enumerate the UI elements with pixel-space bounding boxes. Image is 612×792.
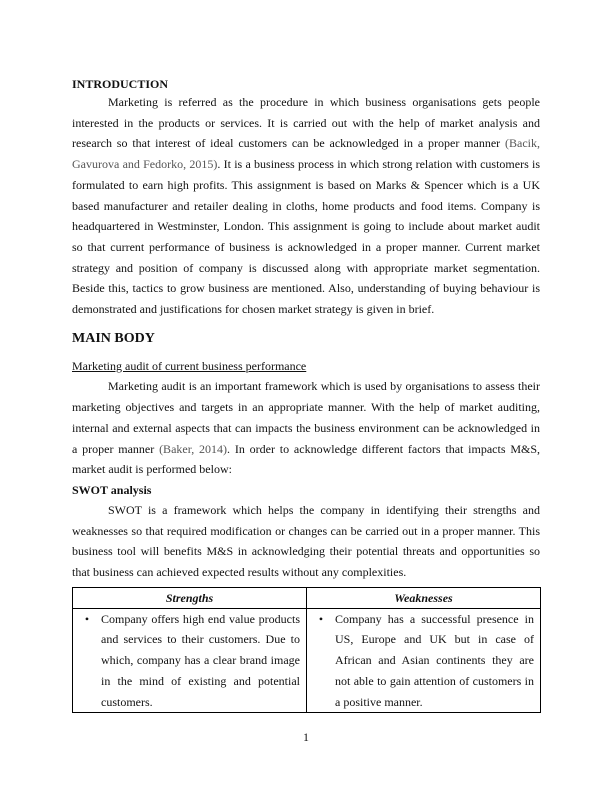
strength-text: Company offers high end value products and services to their customers. Due to which, company has a clear brand image in the mind of existing and potential customers.: [101, 611, 300, 709]
intro-text-rest: . It is a business process in which strong relation with customers is formulated to earn high profits. This assignment is based on Marks & Spencer which is a UK based manufacturer and retailer dealing in cloths, home products and food items. Company is headquartered in Westminster, London. This assignment is going to include about market audit so that current performance of business is acknowledged in a proper manner. Current market strategy and position of company is discussed along with appropriate market segmentation. Beside this, tactics to grow business are mentioned. Also, understanding of buying behaviour is demonstrated and justifications for chosen market strategy is given in brief.: [72, 157, 541, 317]
strengths-cell: [73, 608, 307, 713]
document-page: [72, 76, 540, 713]
swot-table: [72, 587, 541, 714]
main-body-heading: MAIN BODY: [72, 330, 155, 346]
marketing-audit-paragraph: [72, 376, 540, 480]
audit-text-rest: . In order to acknowledge different factors that impacts M&S, market audit is performed below:: [72, 441, 540, 477]
introduction-paragraph: [72, 92, 540, 320]
swot-paragraph: SWOT is a framework which helps the company in identifying their strengths and weaknesses so that required modification or changes can be carried out in a proper manner. This business tool will benefits M&S in acknowledging their potential threats and opportunities so that business can achieved expected results without any complexities.: [72, 502, 540, 580]
marketing-audit-subheading: Marketing audit of current business performance: [72, 358, 307, 373]
weakness-text: Company has a successful presence in US, Europe and UK but in case of African and Asian continents they are not able to gain attention of customers in a positive manner.: [335, 611, 534, 709]
swot-header-row: [73, 587, 541, 608]
audit-citation: (Baker, 2014): [159, 441, 228, 456]
strength-item: [73, 609, 300, 713]
weaknesses-header: Weaknesses: [307, 587, 541, 608]
audit-text: Marketing audit is an important framework which is used by organisations to assess their marketing objectives and targets in an appropriate manner. With the help of market auditing, internal and external aspects that can impacts the business environment can be acknowledged in a proper manner: [72, 379, 540, 456]
weaknesses-cell: [307, 608, 541, 713]
bullet-icon: •: [84, 611, 90, 626]
strengths-header: Strengths: [73, 587, 307, 608]
weakness-item: [307, 609, 534, 713]
bullet-icon: •: [318, 611, 324, 626]
page-number: 1: [303, 730, 309, 744]
intro-text: Marketing is referred as the procedure in which business organisations gets people interested in the products or services. It is carried out with the help of market analysis and research so that interest of ideal customers can be acknowledged in a proper manner: [72, 95, 540, 151]
intro-citation: (Bacik, Gavurova and Fedorko, 2015): [72, 136, 541, 172]
swot-heading: SWOT analysis: [72, 482, 152, 497]
introduction-heading: INTRODUCTION: [72, 77, 169, 91]
swot-row: [73, 608, 541, 713]
